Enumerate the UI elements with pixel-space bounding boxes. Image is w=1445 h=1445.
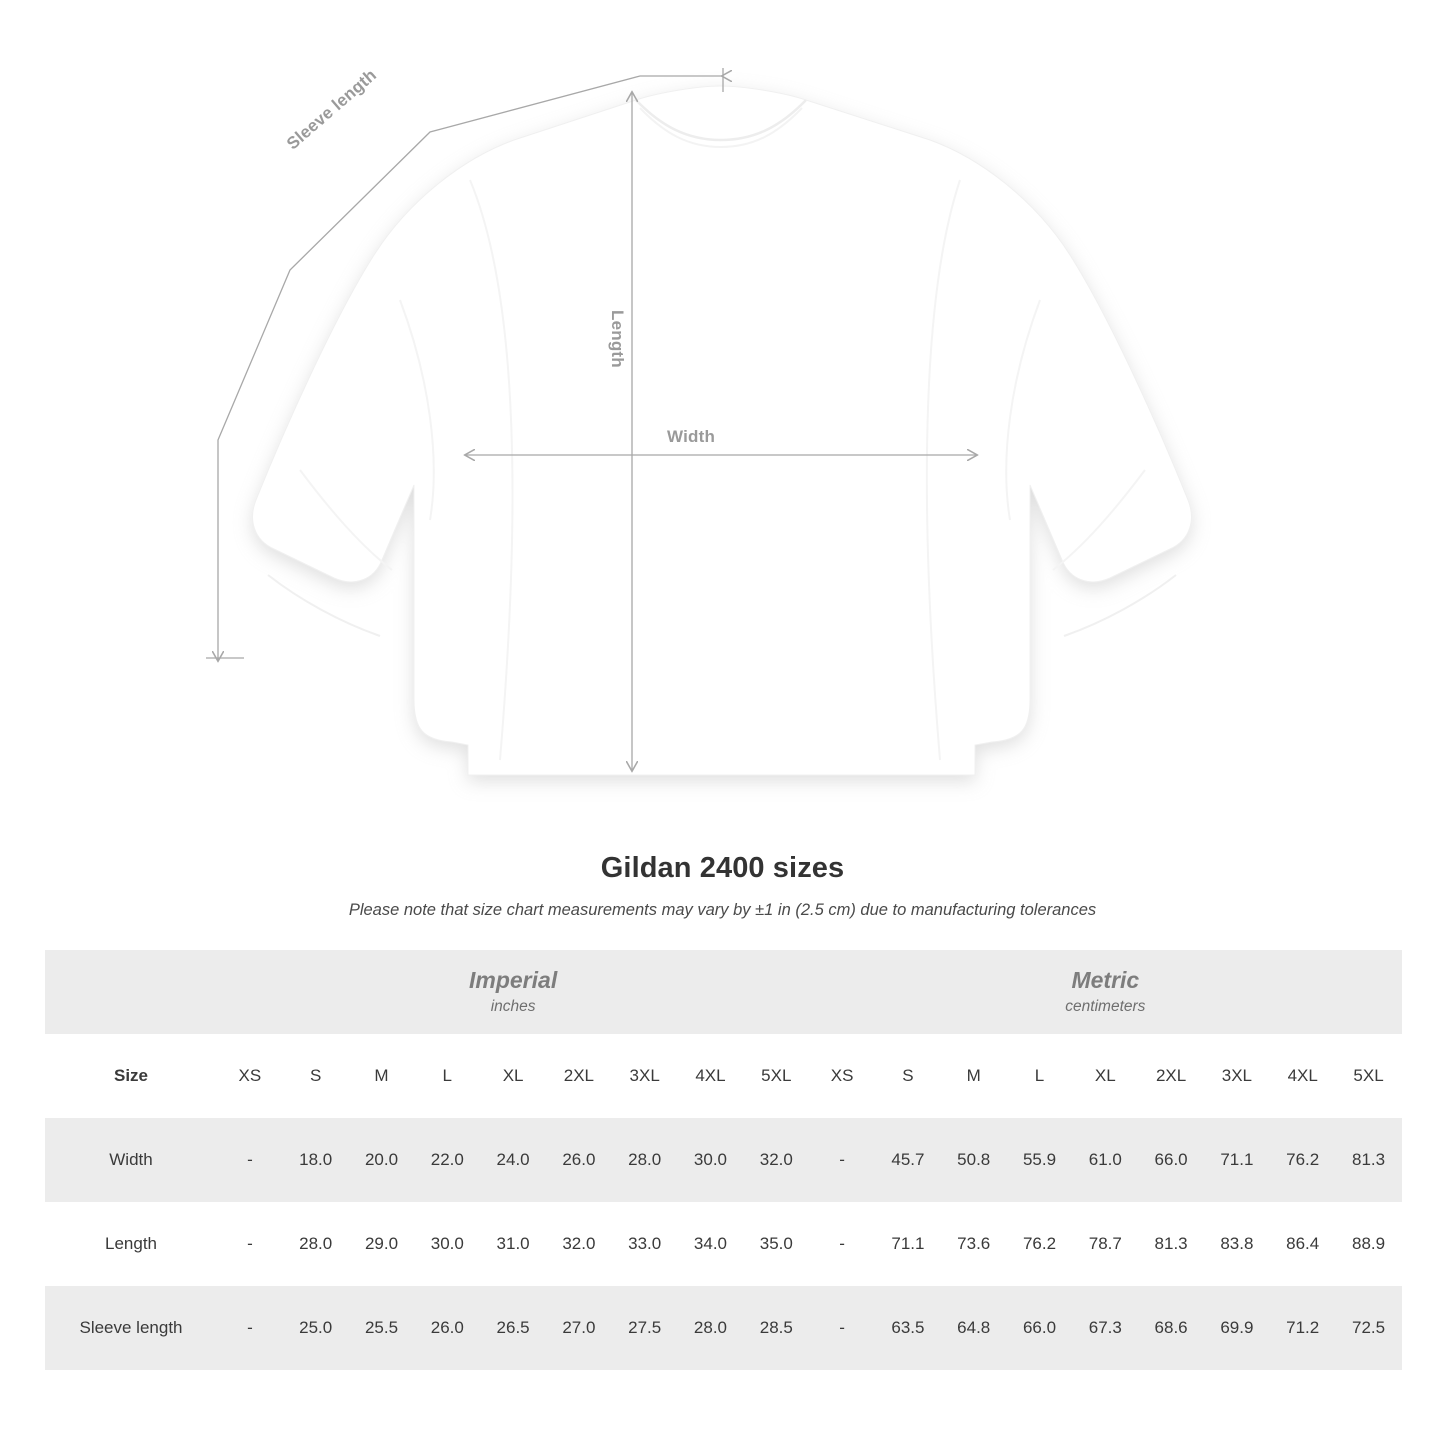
measurement-cell: 88.9: [1336, 1202, 1402, 1286]
size-column-header: L: [414, 1034, 480, 1118]
size-column-header: L: [1007, 1034, 1073, 1118]
measurement-cell: 27.0: [546, 1286, 612, 1370]
measurement-cell: 78.7: [1072, 1202, 1138, 1286]
length-label: Length: [608, 310, 627, 368]
width-label: Width: [667, 427, 716, 446]
size-chart-table: [45, 950, 1402, 1370]
measurement-cell: 73.6: [941, 1202, 1007, 1286]
measurement-cell: 69.9: [1204, 1286, 1270, 1370]
measurement-row-label: Length: [45, 1202, 217, 1286]
measurement-cell: 72.5: [1336, 1286, 1402, 1370]
unit-group-name: Metric: [1071, 967, 1140, 993]
table-corner-cell: [45, 950, 217, 1034]
measurement-cell: 68.6: [1138, 1286, 1204, 1370]
measurement-cell: 30.0: [678, 1118, 744, 1202]
measurement-cell: 34.0: [678, 1202, 744, 1286]
shirt-shape: [253, 86, 1192, 775]
measurement-cell: 35.0: [743, 1202, 809, 1286]
measurement-cell: 31.0: [480, 1202, 546, 1286]
size-column-header: M: [349, 1034, 415, 1118]
measurement-row-label: Width: [45, 1118, 217, 1202]
size-column-header: 5XL: [1336, 1034, 1402, 1118]
measurement-cell: 26.5: [480, 1286, 546, 1370]
measurement-cell: -: [809, 1118, 875, 1202]
size-column-header: 2XL: [1138, 1034, 1204, 1118]
title-block: [0, 852, 1445, 920]
measurement-cell: 86.4: [1270, 1202, 1336, 1286]
size-column-header: 3XL: [612, 1034, 678, 1118]
measurement-cell: 61.0: [1072, 1118, 1138, 1202]
size-column-header: S: [875, 1034, 941, 1118]
size-column-header: XL: [480, 1034, 546, 1118]
size-column-header: S: [283, 1034, 349, 1118]
measurement-cell: 20.0: [349, 1118, 415, 1202]
cuff-left: [268, 575, 380, 636]
measurement-cell: 50.8: [941, 1118, 1007, 1202]
measurement-cell: 28.0: [612, 1118, 678, 1202]
tolerance-note: Please note that size chart measurements may vary by ±1 in (2.5 cm) due to manufacturing tolerances: [348, 901, 1097, 919]
measurement-cell: 28.5: [743, 1286, 809, 1370]
sleeve-length-label: Sleeve length: [283, 65, 381, 154]
measurement-cell: 71.1: [1204, 1118, 1270, 1202]
measurement-cell: 83.8: [1204, 1202, 1270, 1286]
measurement-cell: 64.8: [941, 1286, 1007, 1370]
measurement-cell: 76.2: [1270, 1118, 1336, 1202]
unit-group-metric: [809, 950, 1401, 1034]
measurement-cell: 27.5: [612, 1286, 678, 1370]
measurement-cell: 66.0: [1007, 1286, 1073, 1370]
measurement-cell: 81.3: [1336, 1118, 1402, 1202]
measurement-cell: 45.7: [875, 1118, 941, 1202]
cuff-right: [1064, 575, 1176, 636]
size-column-header: XL: [1072, 1034, 1138, 1118]
measurement-cell: 76.2: [1007, 1202, 1073, 1286]
size-column-header: 3XL: [1204, 1034, 1270, 1118]
measurement-cell: 33.0: [612, 1202, 678, 1286]
measurement-cell: 30.0: [414, 1202, 480, 1286]
measurement-cell: 81.3: [1138, 1202, 1204, 1286]
measurement-cell: -: [217, 1118, 283, 1202]
measurement-cell: 71.2: [1270, 1286, 1336, 1370]
measurement-row-label: Sleeve length: [45, 1286, 217, 1370]
unit-group-subtitle: inches: [490, 997, 536, 1015]
measurement-cell: 25.5: [349, 1286, 415, 1370]
size-column-header: XS: [809, 1034, 875, 1118]
size-table-wrap: [45, 950, 1400, 1370]
measurement-cell: 22.0: [414, 1118, 480, 1202]
size-column-header: XS: [217, 1034, 283, 1118]
measurement-cell: 32.0: [743, 1118, 809, 1202]
measurement-cell: 28.0: [678, 1286, 744, 1370]
measurement-cell: -: [809, 1202, 875, 1286]
measurement-cell: 67.3: [1072, 1286, 1138, 1370]
measurement-cell: -: [217, 1202, 283, 1286]
size-column-header: 2XL: [546, 1034, 612, 1118]
measurement-cell: -: [217, 1286, 283, 1370]
size-header-row: [45, 1034, 1402, 1118]
measurement-cell: 26.0: [546, 1118, 612, 1202]
measurement-cell: 26.0: [414, 1286, 480, 1370]
row-header-size: Size: [45, 1034, 217, 1118]
measurement-cell: 29.0: [349, 1202, 415, 1286]
measurement-cell: 55.9: [1007, 1118, 1073, 1202]
measurement-cell: 32.0: [546, 1202, 612, 1286]
measurement-cell: 71.1: [875, 1202, 941, 1286]
size-column-header: 4XL: [678, 1034, 744, 1118]
measurement-cell: 66.0: [1138, 1118, 1204, 1202]
size-column-header: 4XL: [1270, 1034, 1336, 1118]
page-title: Gildan 2400 sizes: [600, 852, 845, 884]
size-column-header: M: [941, 1034, 1007, 1118]
measurement-cell: 25.0: [283, 1286, 349, 1370]
unit-group-subtitle: centimeters: [1065, 997, 1146, 1015]
table-row: [45, 1286, 1402, 1370]
measurement-cell: 63.5: [875, 1286, 941, 1370]
table-row: [45, 1202, 1402, 1286]
measurement-cell: 18.0: [283, 1118, 349, 1202]
measurement-cell: 24.0: [480, 1118, 546, 1202]
unit-group-row: [45, 950, 1402, 1034]
measurement-cell: 28.0: [283, 1202, 349, 1286]
unit-group-name: Imperial: [469, 967, 558, 993]
measurement-cell: -: [809, 1286, 875, 1370]
size-column-header: 5XL: [743, 1034, 809, 1118]
unit-group-imperial: [217, 950, 809, 1034]
table-row: [45, 1118, 1402, 1202]
